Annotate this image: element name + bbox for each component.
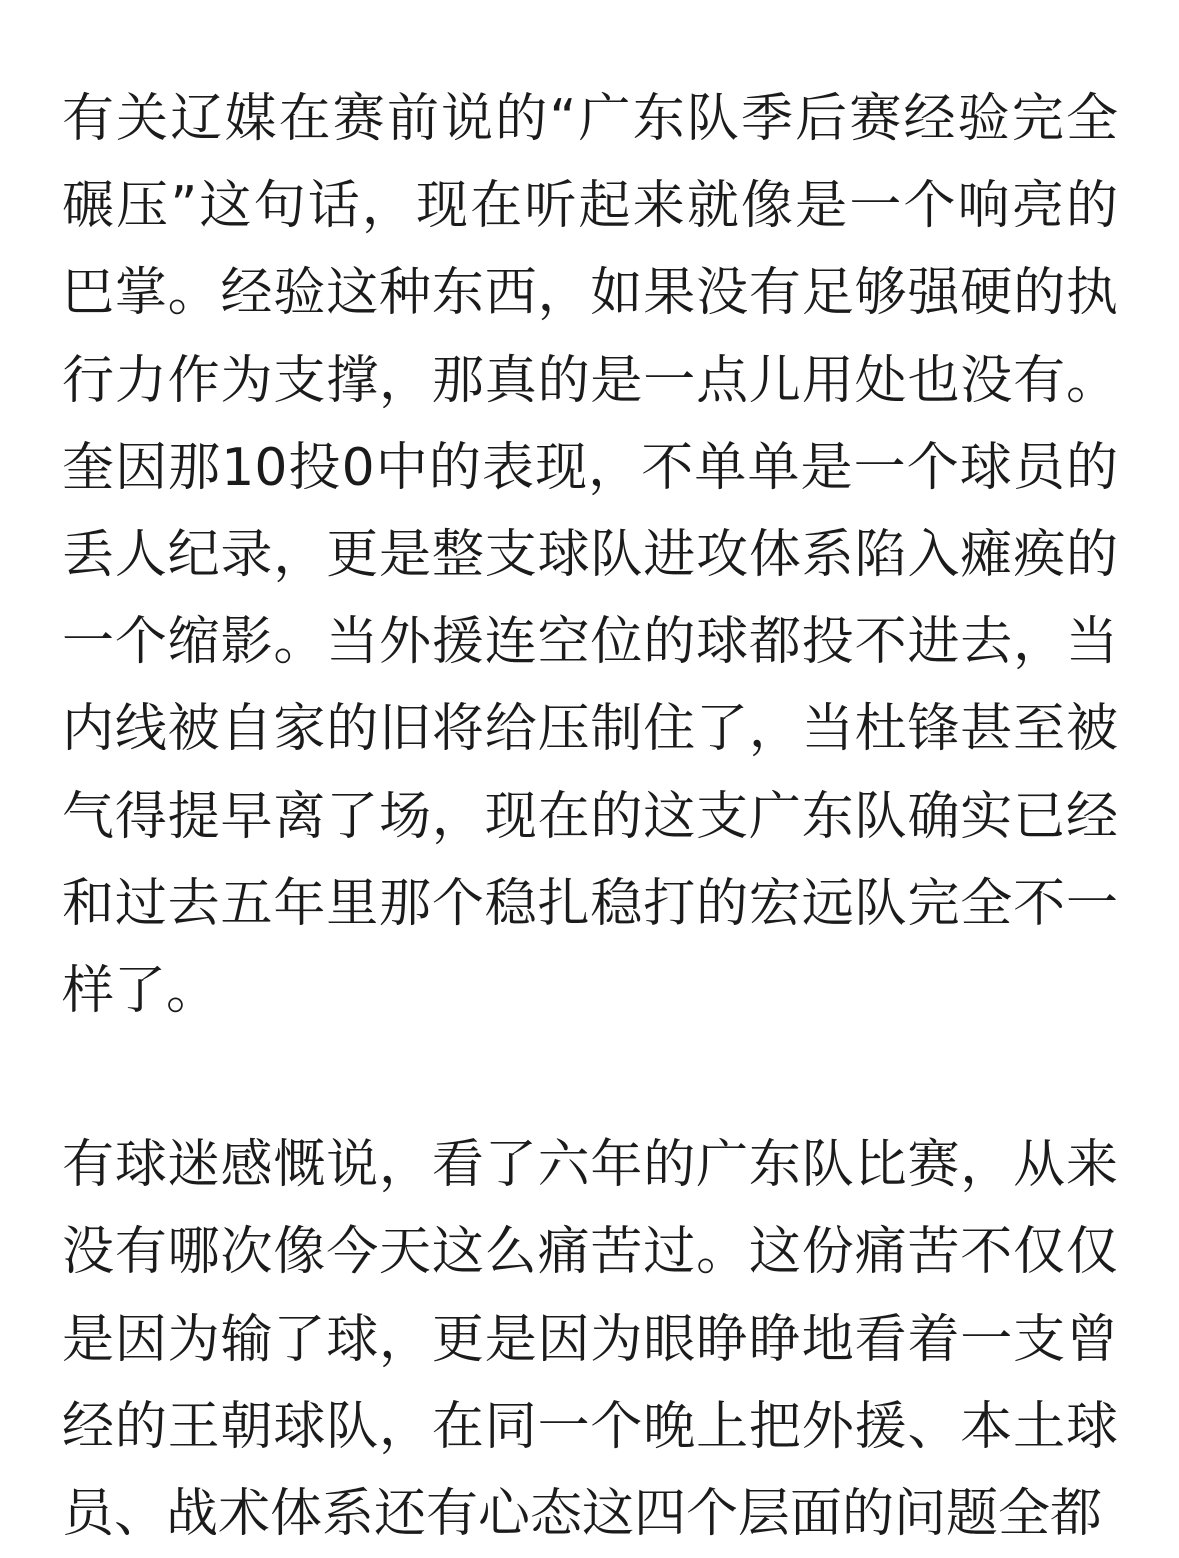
article-paragraph: 有球迷感慨说，看了六年的广东队比赛，从来没有哪次像今天这么痛苦过。这份痛苦不仅仅是因为输了球，更是因为眼睁睁地看着一支曾经的王朝球队，在同一个晚上把外援、本土球员、战术体系还有心态这四个层面的问题全都 (62, 1135, 1118, 1545)
article-paragraph: 有关辽媒在赛前说的“广东队季后赛经验完全碾压”这句话，现在听起来就像是一个响亮的巴掌。经验这种东西，如果没有足够强硬的执行力作为支撑，那真的是一点儿用处也没有。奎因那10投0中的表现，不单单是一个球员的丢人纪录，更是整支球队进攻体系陷入瘫痪的一个缩影。当外援连空位的球都投不进去，当内线被自家的旧将给压制住了，当杜锋甚至被气得提早离了场，现在的这支广东队确实已经和过去五年里那个稳扎稳打的宏远队完全不一样了。 (62, 89, 1118, 1022)
article-body (62, 76, 1118, 1558)
